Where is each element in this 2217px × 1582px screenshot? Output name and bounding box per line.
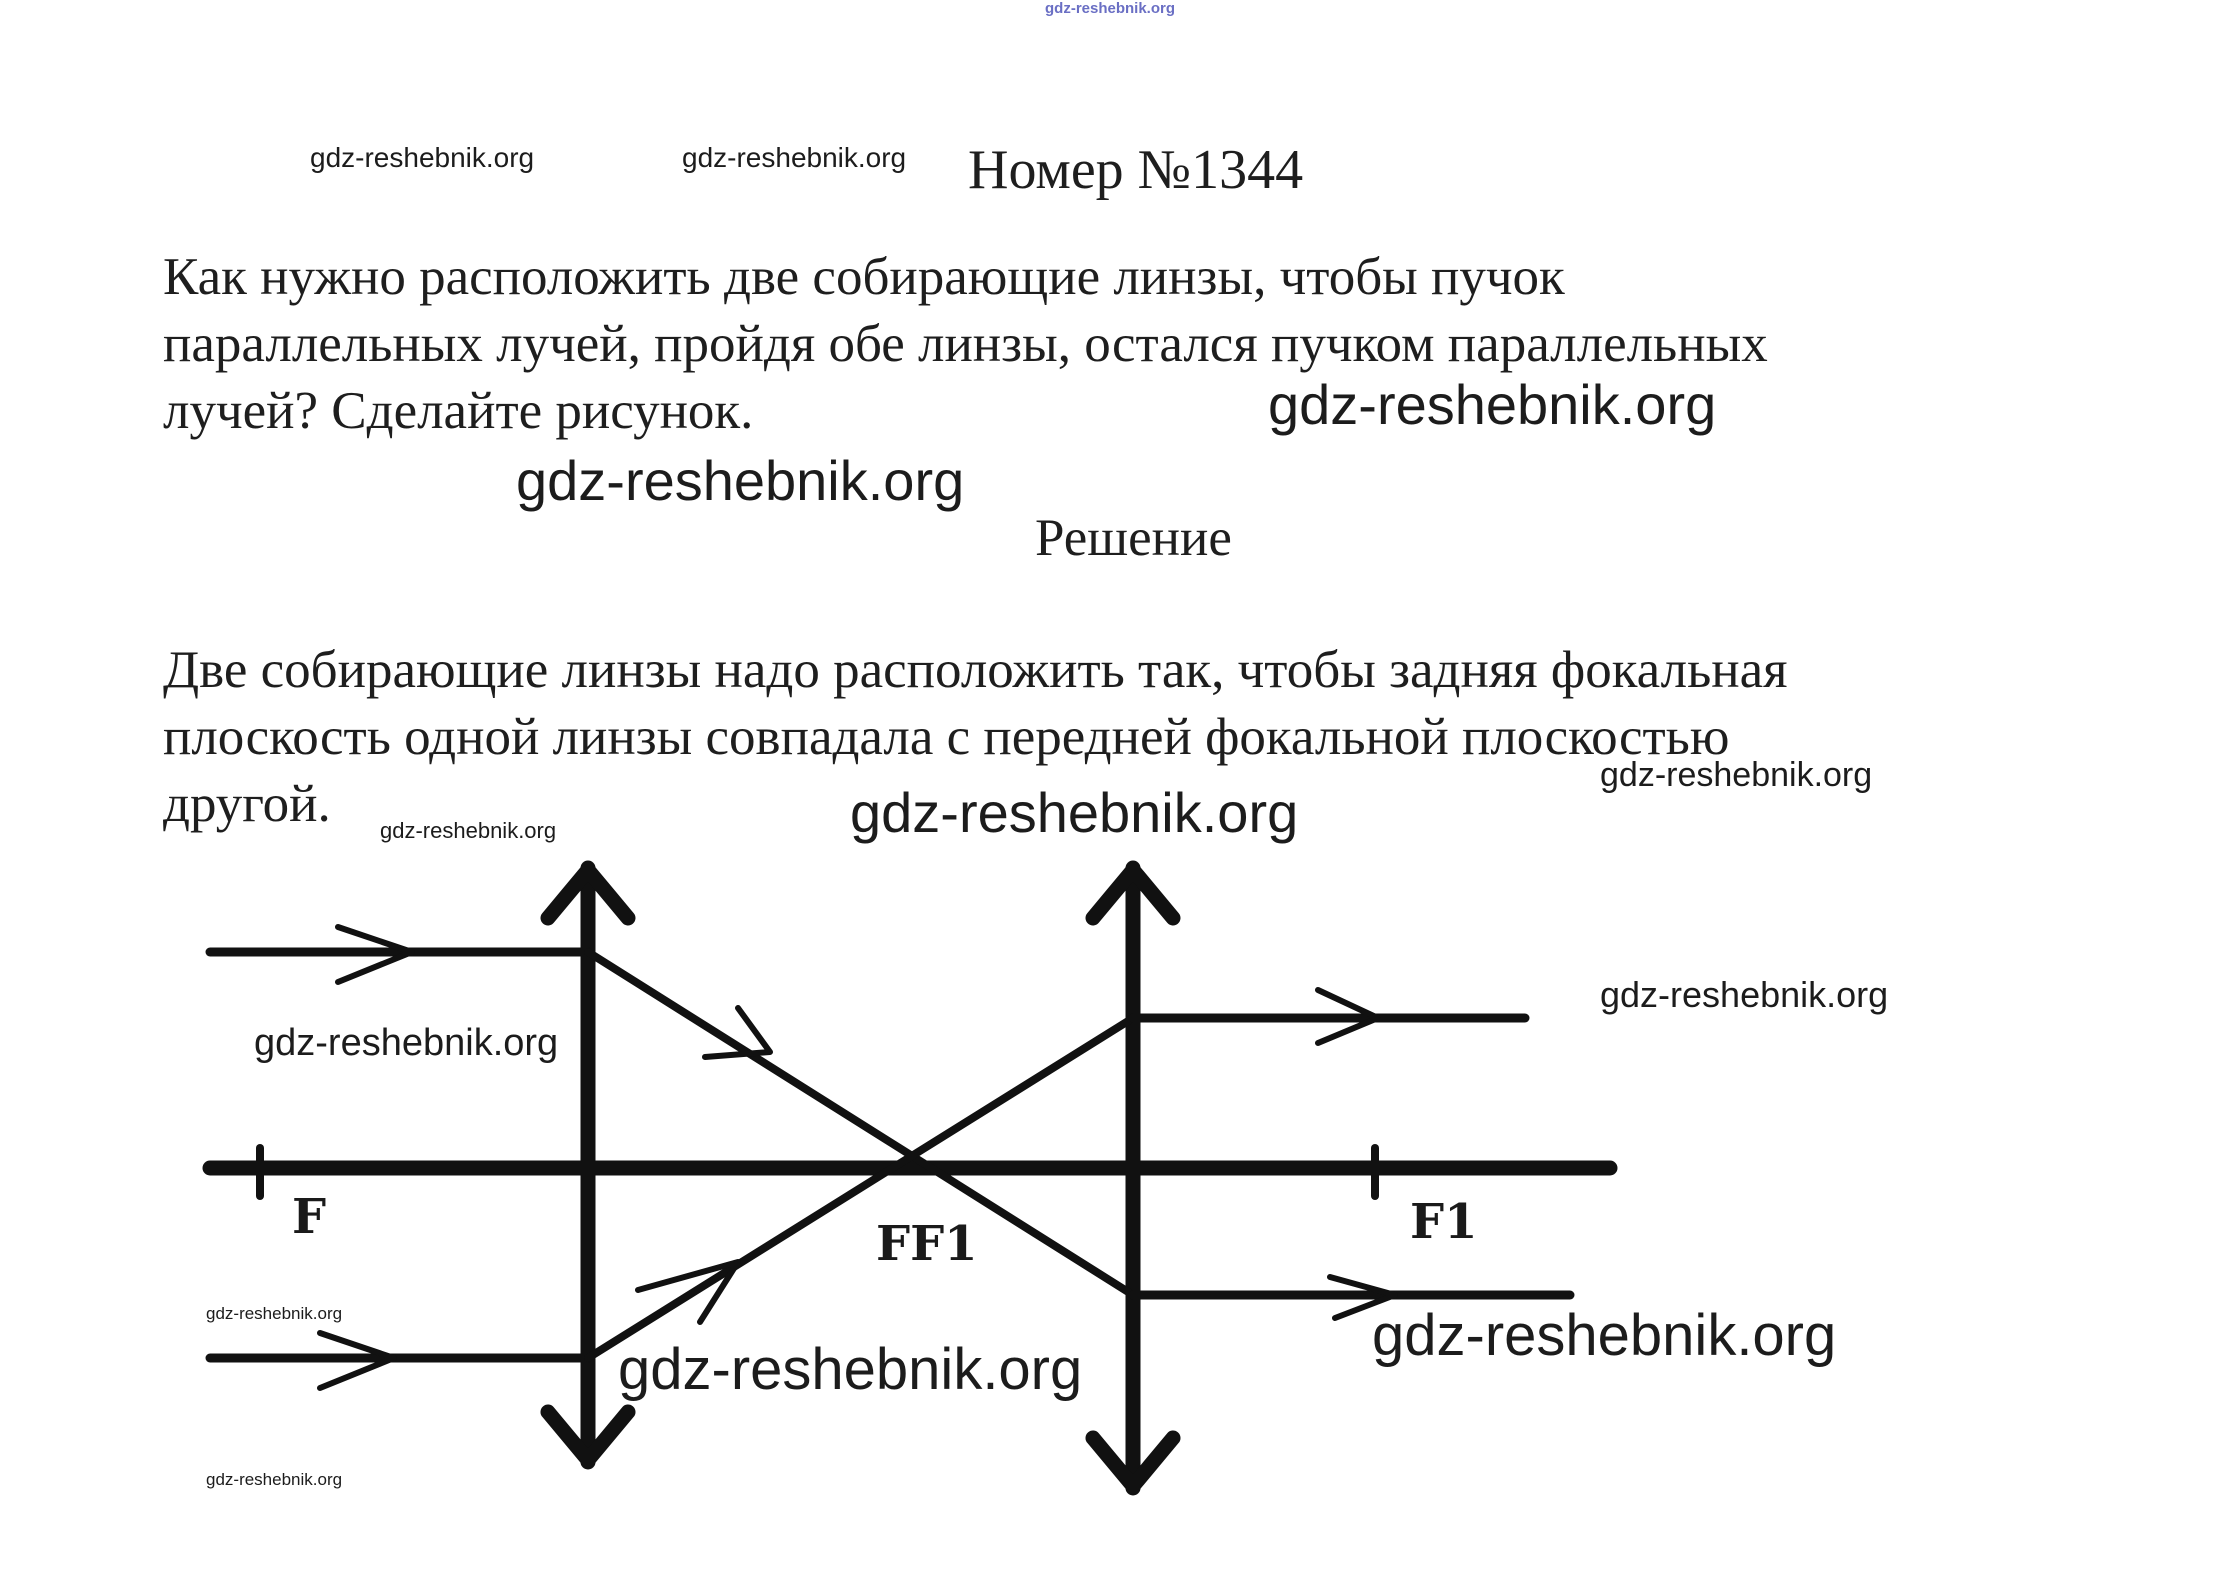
watermark: gdz-reshebnik.org bbox=[206, 1304, 343, 1323]
watermark: gdz-reshebnik.org bbox=[618, 1337, 1083, 1402]
label-ff1: FF1 bbox=[876, 1216, 978, 1272]
watermark: gdz-reshebnik.org bbox=[254, 1022, 559, 1064]
solution-line: Две собирающие линзы надо расположить так, чтобы задняя фокальная bbox=[163, 641, 1788, 699]
watermark: gdz-reshebnik.org bbox=[1268, 373, 1717, 436]
watermark: gdz-reshebnik.org bbox=[1600, 974, 1889, 1015]
ray-bottom-refracted bbox=[588, 1018, 1133, 1358]
problem-line: параллельных лучей, пройдя обе линзы, остался пучком параллельных bbox=[163, 315, 1768, 373]
watermark: gdz-reshebnik.org bbox=[380, 818, 557, 843]
problem-line: Как нужно расположить две собирающие линзы, чтобы пучок bbox=[163, 248, 1565, 306]
watermark: gdz-reshebnik.org bbox=[206, 1470, 343, 1489]
watermark: gdz-reshebnik.org bbox=[682, 142, 907, 173]
watermark: gdz-reshebnik.org bbox=[516, 449, 965, 512]
watermark: gdz-reshebnik.org bbox=[1372, 1303, 1837, 1368]
ray-top-refracted bbox=[588, 952, 1133, 1295]
solution-line: другой. bbox=[163, 775, 331, 833]
watermark: gdz-reshebnik.org bbox=[850, 781, 1299, 844]
top-watermark: gdz-reshebnik.org bbox=[1045, 0, 1176, 17]
problem-line: лучей? Сделайте рисунок. bbox=[163, 382, 754, 440]
watermark: gdz-reshebnik.org bbox=[310, 142, 535, 173]
watermark: gdz-reshebnik.org bbox=[1600, 756, 1873, 794]
label-f1: F1 bbox=[1410, 1194, 1478, 1250]
solution-heading: Решение bbox=[1035, 509, 1232, 567]
page-title: Номер №1344 bbox=[968, 139, 1304, 201]
solution-line: плоскость одной линзы совпадала с передней фокальной плоскостью bbox=[163, 708, 1730, 766]
label-f: F bbox=[292, 1189, 327, 1245]
